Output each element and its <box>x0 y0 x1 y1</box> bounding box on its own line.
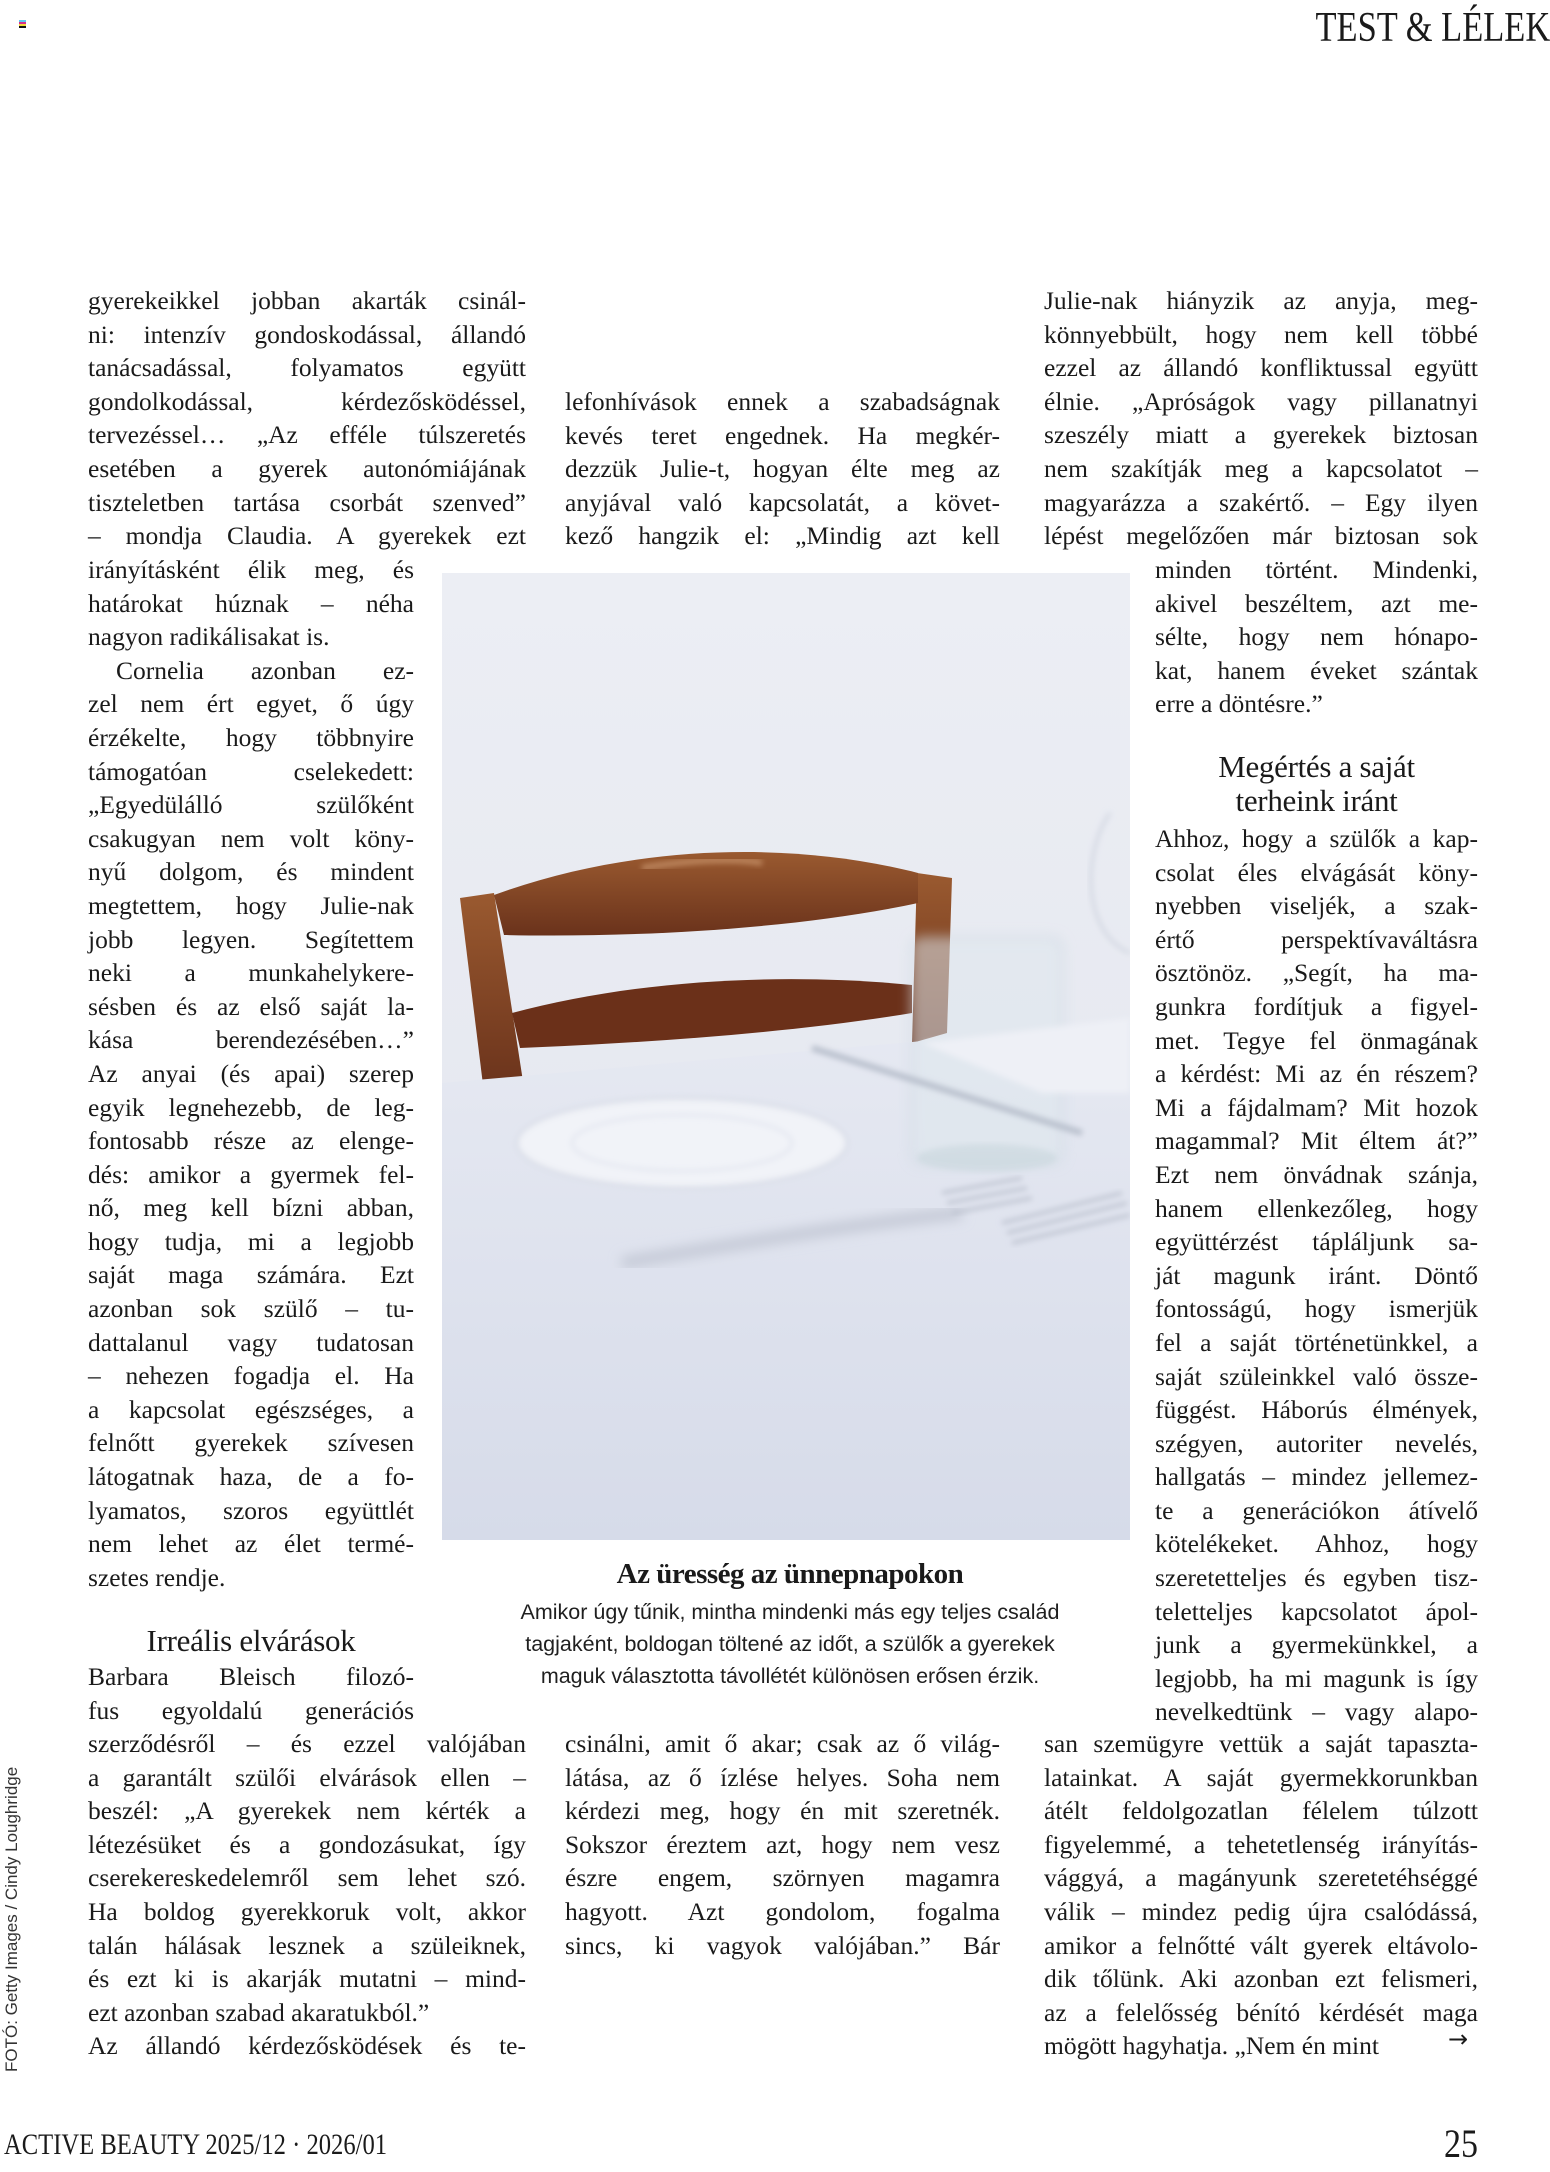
text-line: határokat húznak – néha <box>88 588 414 618</box>
text-line: ni: intenzív gondoskodással, állandó <box>88 319 526 349</box>
text-line: junk a gyermekünkkel, a <box>1155 1630 1478 1660</box>
text-line: tanácsadással, folyamatos együtt <box>88 353 526 383</box>
text-line: erre a döntésre.” <box>1155 689 1323 719</box>
text-line: saját maga számára. Ezt <box>88 1260 414 1290</box>
text-line: nyű dolgom, és mindent <box>88 857 414 887</box>
caption-line: maguk választotta távollétét különösen erősen érzik. <box>540 1664 1040 1688</box>
left-column-narrow <box>88 553 414 1594</box>
text-line: dés: amikor a gyermek fel- <box>88 1159 414 1189</box>
left-column-top <box>88 284 526 553</box>
text-line: gunkra fordítjuk a figyel- <box>1155 991 1478 1021</box>
text-line: könnyebbült, hogy nem kell többé <box>1044 319 1478 349</box>
text-line: magyarázza a szakértő. – Egy ilyen <box>1044 487 1478 517</box>
text-line: Mi a fájdalmam? Mit hozok <box>1155 1092 1478 1122</box>
left-column-after-heading <box>88 1660 414 1727</box>
text-line: a garantált szülői elvárások ellen – <box>88 1762 526 1792</box>
text-line: kása berendezésében…” <box>88 1025 414 1055</box>
text-line: ezt azonban szabad akaratukból.” <box>88 1997 430 2027</box>
page-number: 25 <box>1444 2121 1478 2166</box>
text-line: függést. Háborús élmények, <box>1155 1395 1478 1425</box>
chair-table-illustration <box>442 573 1130 1540</box>
continue-arrow-icon: → <box>1448 2025 1469 2053</box>
text-line: támogatóan cselekedett: <box>88 756 414 786</box>
subheading-megertes <box>1155 750 1478 818</box>
middle-column-bottom <box>565 1727 1000 1962</box>
text-line: cserekereskedelemről sem lehet szó. <box>88 1863 526 1893</box>
text-line: fontosságú, hogy ismerjük <box>1155 1294 1478 1324</box>
right-column-bottom <box>1044 1727 1478 2063</box>
text-line: esetében a gyerek autonómiájának <box>88 453 526 483</box>
text-line: fontosabb része az elenge- <box>88 1126 414 1156</box>
text-line: kező hangzik el: „Mindig azt kell <box>565 521 1000 551</box>
text-line: nő, meg kell bízni abban, <box>88 1193 414 1223</box>
text-line: dezzük Julie-t, hogyan élte meg az <box>565 454 1000 484</box>
text-line: jobb legyen. Segítettem <box>88 924 414 954</box>
text-line: teletteljes kapcsolatot ápol- <box>1155 1596 1478 1626</box>
text-line: gondolkodással, kérdezősködéssel, <box>88 386 526 416</box>
text-line: nevelkedtünk – vagy alapo- <box>1155 1697 1478 1727</box>
text-line: nem szakítják meg a kapcsolatot – <box>1044 453 1478 483</box>
text-line: san szemügyre vettük a saját tapaszta- <box>1044 1729 1478 1758</box>
caption-line: Amikor úgy tűnik, mintha mindenki más egy teljes család <box>520 1600 1060 1624</box>
text-line: látogatnak haza, de a fo- <box>88 1462 414 1492</box>
text-line: te a generációkon átívelő <box>1155 1495 1478 1525</box>
text-line: érzékelte, hogy többnyire <box>88 722 414 752</box>
text-line: létezésüket és a gondozásukat, így <box>88 1829 526 1859</box>
subheading-irrealis-elvarasok: Irreális elvárások <box>146 1623 356 1658</box>
text-line: szeretetteljes és egyben tisz- <box>1155 1563 1478 1593</box>
text-line: Sokszor éreztem azt, hogy nem vesz <box>565 1829 1000 1859</box>
text-line: – nehezen fogadja el. Ha <box>88 1361 414 1391</box>
text-line: sélte, hogy nem hónapo- <box>1155 622 1478 652</box>
section-label: TEST & LÉLEK <box>1315 5 1550 51</box>
text-line: szeszély miatt a gyerekek biztosan <box>1044 420 1478 450</box>
text-line: mögött hagyhatja. „Nem én mint <box>1044 2031 1379 2061</box>
text-line: neki a munkahelykere- <box>88 958 414 988</box>
caption-title: Az üresség az ünnepnapokon <box>616 1558 964 1590</box>
text-line: ösztönöz. „Segít, ha ma- <box>1155 958 1478 988</box>
text-line: észre engem, szörnyen magamra <box>565 1863 1000 1893</box>
article-photo <box>442 573 1130 1540</box>
text-line: az a felelősség bénító kérdését maga <box>1044 1997 1478 2027</box>
text-line: Az anyai (és apai) szerep <box>88 1058 414 1088</box>
text-line: amikor a felnőtté vált gyerek eltávolo- <box>1044 1930 1478 1960</box>
registration-mark-icon <box>19 20 26 28</box>
text-line: dik tőlünk. Aki azonban ezt felismeri, <box>1044 1964 1478 1994</box>
text-line: nem lehet az élet termé- <box>88 1529 414 1559</box>
text-line: irányításként élik meg, és <box>88 555 414 584</box>
text-line: fus egyoldalú generációs <box>88 1695 414 1725</box>
text-line: tervezéssel… „Az efféle túlszeretés <box>88 420 526 450</box>
text-line: „Egyedülálló szülőként <box>88 790 414 820</box>
right-column-narrow-1 <box>1155 553 1478 721</box>
text-line: értő perspektívaváltásra <box>1155 924 1478 954</box>
text-line: látása, az ő ízlése helyes. Soha nem <box>565 1762 1000 1792</box>
text-line: hagyott. Azt gondolom, fogalma <box>565 1896 1000 1926</box>
text-line: kérdezi meg, hogy én mit szeretnék. <box>565 1796 1000 1826</box>
text-line: gyerekeikkel jobban akarták csinál- <box>88 286 526 315</box>
caption-body <box>440 1596 1140 1692</box>
text-line: sésben és az első saját la- <box>88 991 414 1021</box>
text-line: – mondja Claudia. A gyerekek ezt <box>88 521 526 551</box>
heading-line: Megértés a saját <box>1218 749 1415 784</box>
text-line: válik – mindez pedig újra csalódássá, <box>1044 1896 1478 1926</box>
text-line: a kérdést: Mi az én részem? <box>1155 1059 1478 1089</box>
text-line: ezzel az állandó konfliktussal együtt <box>1044 353 1478 383</box>
text-line: azonban sok szülő – tu- <box>88 1294 414 1324</box>
text-line: kötelékeket. Ahhoz, hogy <box>1155 1529 1478 1559</box>
heading-line: terheink iránt <box>1235 783 1398 818</box>
text-line: csinálni, amit ő akar; csak az ő világ- <box>565 1729 1000 1758</box>
text-line: met. Tegye fel önmagának <box>1155 1025 1478 1055</box>
text-line: anyjával való kapcsolatát, a követ- <box>565 487 1000 517</box>
text-line: szetes rendje. <box>88 1562 226 1592</box>
text-line: Julie-nak hiányzik az anyja, meg- <box>1044 286 1478 315</box>
text-line: szégyen, autoriter nevelés, <box>1155 1428 1478 1458</box>
text-line: szerződésről – és ezzel valójában <box>88 1729 526 1758</box>
middle-column-top <box>565 385 1000 553</box>
text-line: minden történt. Mindenki, <box>1155 555 1478 584</box>
text-line: csolat éles elvágását köny- <box>1155 857 1478 887</box>
text-line: felnőtt gyerekek szívesen <box>88 1428 414 1458</box>
text-line: lyamatos, szoros együttlét <box>88 1495 414 1525</box>
text-line: legjobb, ha mi magunk is így <box>1155 1663 1478 1693</box>
text-line: átélt feldolgozatlan félelem túlzott <box>1044 1796 1478 1826</box>
text-line: hogy tudja, mi a legjobb <box>88 1226 414 1256</box>
text-line: vággyá, a magányunk szeretetéhséggé <box>1044 1863 1478 1893</box>
left-column-bottom <box>88 1727 526 2063</box>
text-line: Az állandó kérdezősködések és te- <box>88 2031 526 2061</box>
text-line: együttérzést tápláljunk sa- <box>1155 1227 1478 1257</box>
text-line: latainkat. A saját gyermekkorunkban <box>1044 1762 1478 1792</box>
text-line: hallgatás – mindez jellemez- <box>1155 1462 1478 1492</box>
text-line: magammal? Mit éltem át?” <box>1155 1126 1478 1156</box>
text-line: lépést megelőzően már biztosan sok <box>1044 521 1478 551</box>
text-line: kevés teret engednek. Ha megkér- <box>565 420 1000 450</box>
text-line: talán hálásak lesznek a szüleiknek, <box>88 1930 526 1960</box>
text-line: csakugyan nem volt köny- <box>88 823 414 853</box>
text-line: kat, hanem éveket szántak <box>1155 655 1478 685</box>
text-line: megtettem, hogy Julie-nak <box>88 890 414 920</box>
text-line: saját szüleinkkel való össze- <box>1155 1361 1478 1391</box>
text-line: egyik legnehezebb, de leg- <box>88 1092 414 1122</box>
text-line: nagyon radikálisakat is. <box>88 622 330 652</box>
text-line: dattalanul vagy tudatosan <box>88 1327 414 1357</box>
text-line: beszél: „A gyerekek nem kérték a <box>88 1796 526 1826</box>
right-column-narrow-2 <box>1155 822 1478 1729</box>
text-line: figyelemmé, a tehetetlenség irányítás- <box>1044 1829 1478 1859</box>
text-line: élnie. „Apróságok vagy pillanatnyi <box>1044 386 1478 416</box>
text-line: hanem ellenkezőleg, hogy <box>1155 1193 1478 1223</box>
text-line: tiszteletben tartása csorbát szenved” <box>88 487 526 517</box>
text-line: Ahhoz, hogy a szülők a kap- <box>1155 824 1478 853</box>
text-line: lefonhívások ennek a szabadságnak <box>565 387 1000 416</box>
text-line: Ha boldog gyerekkoruk volt, akkor <box>88 1896 526 1926</box>
text-line: nyebben viseljék, a szak- <box>1155 891 1478 921</box>
text-line: és ezt ki is akarják mutatni – mind- <box>88 1964 526 1994</box>
text-line: Cornelia azonban ez- <box>116 655 414 685</box>
text-line: Barbara Bleisch filozó- <box>88 1662 414 1691</box>
text-line: akivel beszéltem, azt me- <box>1155 588 1478 618</box>
footer-magazine-issue: ACTIVE BEAUTY 2025/12 · 2026/01 <box>4 2128 388 2161</box>
caption-line: tagjaként, boldogan töltené az időt, a szülők a gyerekek <box>525 1632 1055 1656</box>
text-line: Ezt nem önvádnak szánja, <box>1155 1159 1478 1189</box>
text-line: sincs, ki vagyok valójában.” Bár <box>565 1930 1000 1960</box>
photo-credit: FOTÓ: Getty Images / Cindy Loughridge <box>2 1766 21 2072</box>
right-column-top <box>1044 284 1478 553</box>
text-line: zel nem ért egyet, ő úgy <box>88 689 414 719</box>
text-line: ját magunk iránt. Döntő <box>1155 1260 1478 1290</box>
text-line: a kapcsolat egészséges, a <box>88 1394 414 1424</box>
text-line: fel a saját történetünkkel, a <box>1155 1327 1478 1357</box>
